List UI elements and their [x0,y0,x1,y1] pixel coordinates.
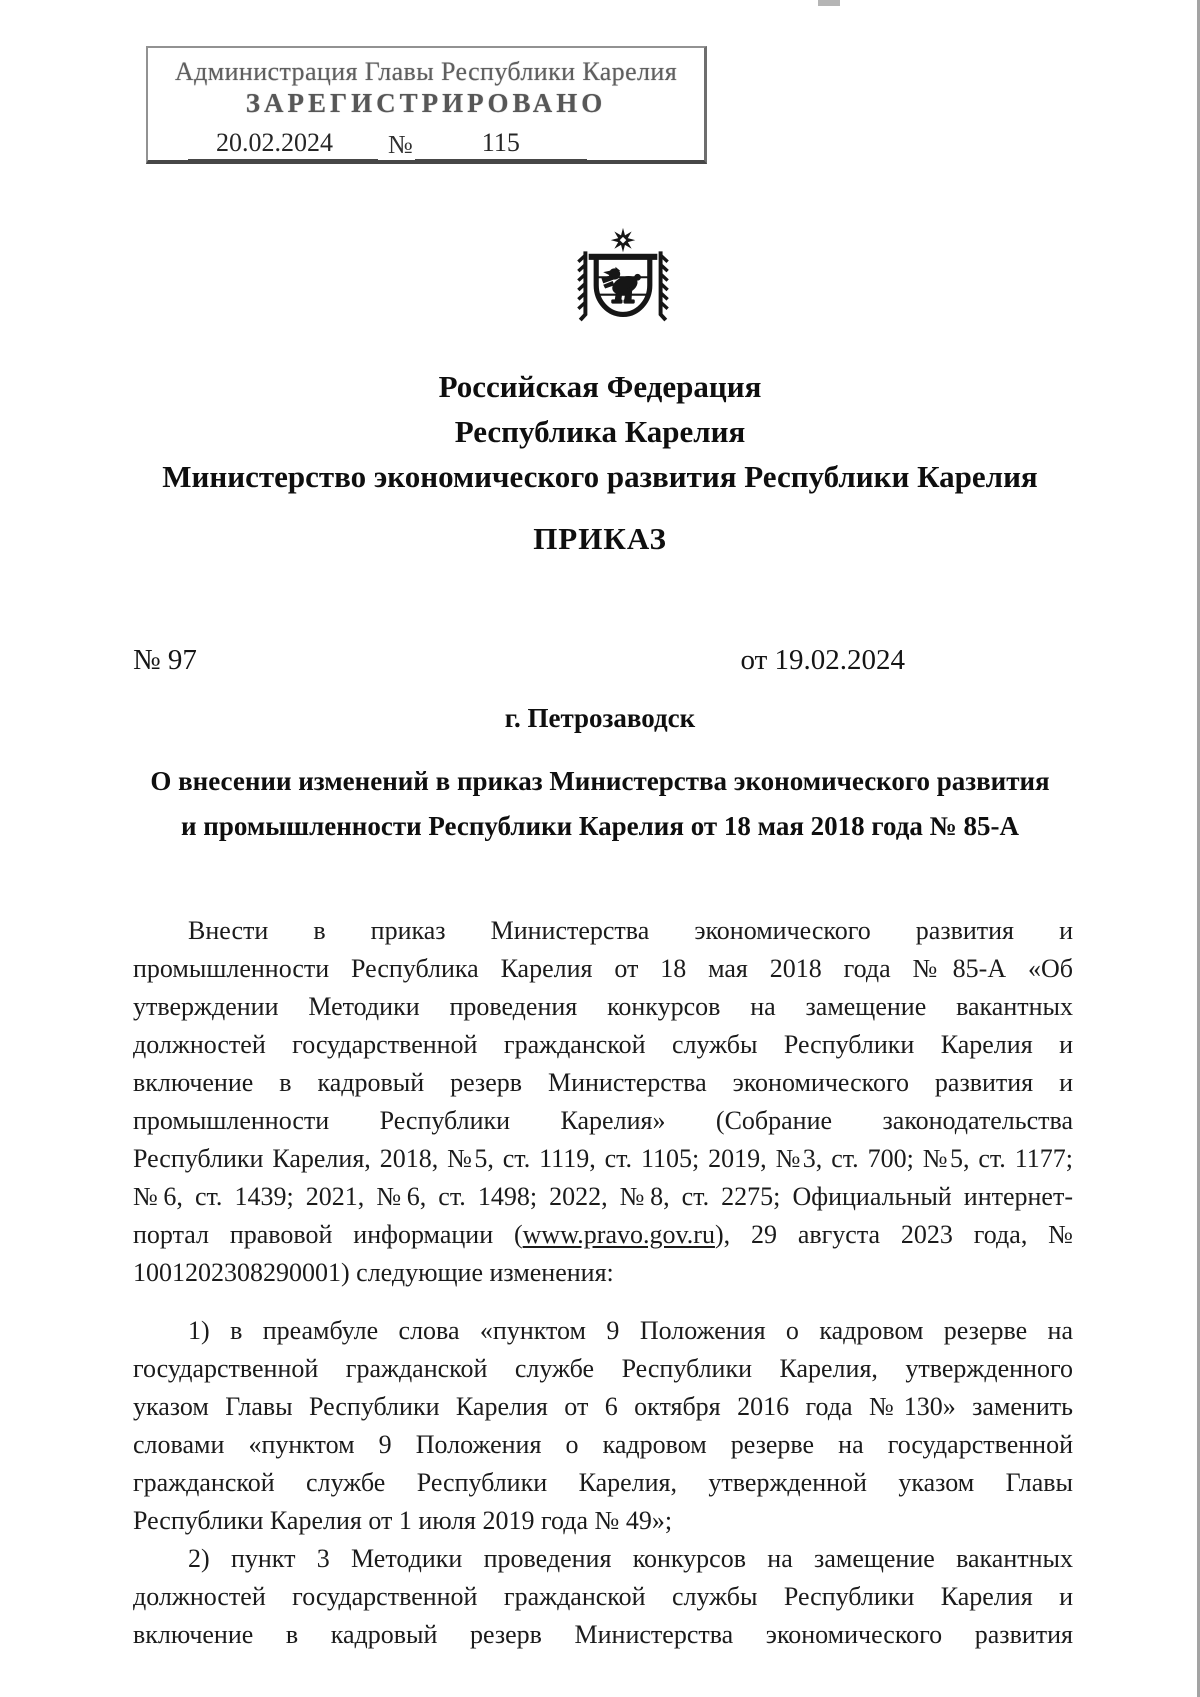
registration-stamp [146,46,707,164]
body-line: утверждении Методики проведения конкурсов на замещение вакантных [133,992,1073,1021]
order-meta-row [133,644,1073,677]
body-line: Внести в приказ Министерства экономического развития и [188,916,1073,945]
stamp-number-sign: № [388,130,413,159]
header-ministry: Министерство экономического развития Республики Карелия [162,459,1038,494]
pravo-gov-ru-link: www.pravo.gov.ru [522,1220,715,1249]
paragraph-item-1 [133,1312,1073,1540]
document-title-line: О внесении изменений в приказ Министерства экономического развития [150,766,1050,796]
body-line: промышленности Республики Карелия» (Собрание законодательства [133,1106,1073,1135]
document-body [133,912,1073,1654]
body-line: указом Главы Республики Карелия от 6 октября 2016 года №130» заменить [133,1392,1073,1421]
document-title-line: и промышленности Республики Карелия от 18 мая 2018 года № 85-А [180,811,1020,841]
body-line: 2) пункт 3 Методики проведения конкурсов на замещение вакантных [188,1544,1073,1573]
body-line: словами «пунктом 9 Положения о кадровом резерве на государственной [133,1430,1073,1459]
body-line: включение в кадровый резерв Министерства экономического развития [133,1620,1073,1649]
fir-tree-right-icon [661,251,668,320]
link-prefix: портал правовой информации ( [133,1220,523,1249]
letterhead [130,364,1070,561]
fir-tree-left-icon [578,251,585,320]
paragraph-intro [133,912,1073,1292]
body-line: гражданской службе Республики Карелия, утвержденной указом Главы [133,1468,1073,1497]
body-line: Республики Карелия от 1 июля 2019 года № 49»; [133,1506,673,1535]
header-country: Российская Федерация [438,369,762,404]
scan-artifact [818,0,840,6]
header-republic: Республика Карелия [454,414,746,449]
order-date: от 19.02.2024 [740,644,905,676]
paragraph-item-2 [133,1540,1073,1654]
karelia-coat-of-arms [576,226,670,337]
body-line: должностей государственной гражданской службы Республики Карелия и [133,1030,1073,1059]
body-line-with-link [133,1216,1073,1254]
stamp-organization: Администрация Главы Республики Карелия [174,57,678,86]
body-line: 1) в преамбуле слова «пунктом 9 Положения о кадровом резерве на [188,1316,1073,1345]
body-line: государственной гражданской службе Республики Карелия, утвержденного [133,1354,1073,1383]
document-type: ПРИКАЗ [533,521,667,556]
stamp-registered-label: ЗАРЕГИСТРИРОВАНО [245,88,607,118]
body-line: должностей государственной гражданской службы Республики Карелия и [133,1582,1073,1611]
body-line: включение в кадровый резерв Министерства экономического развития и [133,1068,1073,1097]
body-line: промышленности Республика Карелия от 18 мая 2018 года №85-А «Об [133,954,1073,983]
body-line: 1001202308290001) следующие изменения: [133,1258,614,1287]
document-title [130,759,1070,849]
stamp-date-number-row [188,128,704,161]
stamp-number: 115 [415,128,587,161]
order-number: № 97 [133,644,197,676]
body-line: №6, ст. 1439; 2021, №6, ст. 1498; 2022, №8, ст. 2275; Официальный интернет- [133,1182,1073,1211]
body-line: Республики Карелия, 2018, №5, ст. 1119, ст. 1105; 2019, №3, ст. 700; №5, ст. 1177; [133,1144,1073,1173]
stamp-date: 20.02.2024 [188,128,378,161]
karelia-coat-of-arms-icon [576,226,670,337]
order-city: г. Петрозаводск [504,703,696,733]
link-suffix: ), 29 августа 2023 года, № [714,1220,1073,1249]
